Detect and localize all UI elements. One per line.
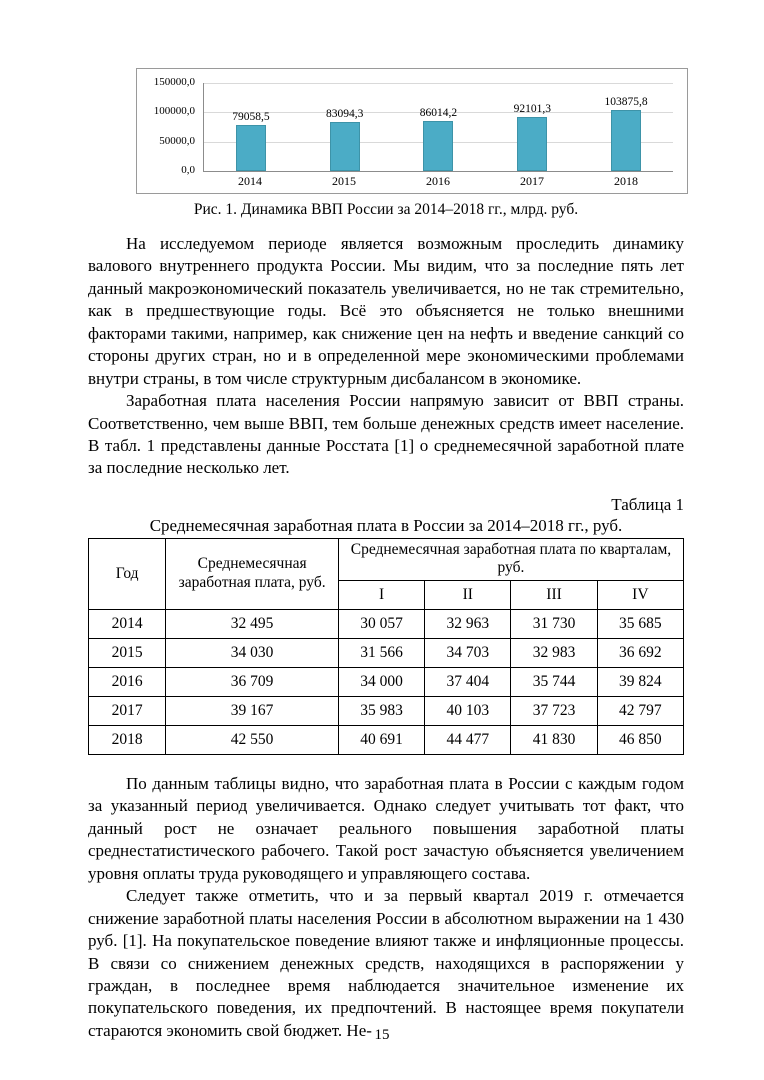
table-cell: 2015 bbox=[89, 639, 166, 668]
table-cell: 34 030 bbox=[166, 639, 339, 668]
table-row bbox=[89, 610, 684, 639]
bar-value-label: 86014,2 bbox=[419, 106, 458, 119]
x-axis-label: 2017 bbox=[520, 174, 544, 188]
table-cell: 35 983 bbox=[338, 697, 424, 726]
x-axis-label: 2016 bbox=[426, 174, 450, 188]
table-cell: 44 477 bbox=[425, 726, 511, 755]
bar-2014 bbox=[236, 125, 266, 171]
x-axis bbox=[203, 174, 673, 189]
table-cell: 34 703 bbox=[425, 639, 511, 668]
table-cell: 35 685 bbox=[597, 610, 683, 639]
bar-2018 bbox=[611, 110, 641, 171]
paragraph-consumer-behavior: Следует также отметить, что и за первый квартал 2019 г. отмечается снижение заработной платы населения России в абсолютном выражении на 1 430 руб. [1]. На покупательское поведение влияют также и инфляционные процессы. В связи со снижением денежных средств, находящихся в распоряжении у граждан, в последнее время наблюдается значительное изменение их покупательского поведения, их предпочтений. В настоящее время покупатели стараются экономить свой бюджет. Не- bbox=[88, 886, 684, 1040]
table-cell: 37 723 bbox=[511, 697, 597, 726]
figure-caption: Рис. 1. Динамика ВВП России за 2014–2018 гг., млрд. руб. bbox=[193, 201, 579, 218]
table-cell: 2017 bbox=[89, 697, 166, 726]
bar-value-label: 103875,8 bbox=[604, 96, 648, 109]
page-number: 15 bbox=[374, 1027, 390, 1043]
table-row bbox=[89, 697, 684, 726]
header-quarter: III bbox=[511, 581, 597, 610]
table-cell: 35 744 bbox=[511, 668, 597, 697]
bar-group bbox=[392, 83, 486, 171]
table-cell: 42 550 bbox=[166, 726, 339, 755]
table-cell: 2016 bbox=[89, 668, 166, 697]
table-cell: 39 824 bbox=[597, 668, 683, 697]
bar-2017 bbox=[517, 117, 547, 171]
table-cell: 42 797 bbox=[597, 697, 683, 726]
table-title: Среднемесячная заработная плата в России за 2014–2018 гг., руб. bbox=[149, 515, 623, 535]
bar-value-label: 79058,5 bbox=[232, 110, 270, 123]
bar-2015 bbox=[330, 122, 360, 171]
header-quarter: II bbox=[425, 581, 511, 610]
bar-value-label: 83094,3 bbox=[326, 108, 364, 121]
table-cell: 32 963 bbox=[425, 610, 511, 639]
table-cell: 2018 bbox=[89, 726, 166, 755]
y-axis-tick: 150000,0 bbox=[153, 76, 195, 88]
bar-series bbox=[204, 83, 673, 171]
y-axis-tick: 0,0 bbox=[181, 164, 195, 176]
y-axis-tick: 50000,0 bbox=[159, 134, 195, 147]
header-avg-salary: Среднемесячная заработная плата, руб. bbox=[166, 538, 339, 609]
bar-group bbox=[485, 83, 579, 171]
paragraph-salary-intro: Заработная плата населения России напрямую зависит от ВВП страны. Соответственно, чем выше ВВП, тем больше денежных средств имеет население. В табл. 1 представлены данные Росстата [1] о среднемесячной заработной плате за последние несколько лет. bbox=[88, 391, 684, 478]
bar-value-label: 92101,3 bbox=[513, 102, 551, 115]
table-cell: 2014 bbox=[89, 610, 166, 639]
table-cell: 39 167 bbox=[166, 697, 339, 726]
x-axis-label: 2018 bbox=[614, 174, 638, 188]
table-cell: 41 830 bbox=[511, 726, 597, 755]
table-cell: 34 000 bbox=[338, 668, 424, 697]
x-axis-label: 2014 bbox=[238, 174, 262, 188]
table-cell: 40 691 bbox=[338, 726, 424, 755]
table-row bbox=[89, 639, 684, 668]
table-row bbox=[89, 726, 684, 755]
y-axis bbox=[141, 76, 199, 176]
table-cell: 40 103 bbox=[425, 697, 511, 726]
header-quarter: IV bbox=[597, 581, 683, 610]
table-label: Таблица 1 bbox=[611, 494, 684, 514]
table-cell: 31 730 bbox=[511, 610, 597, 639]
table-cell: 46 850 bbox=[597, 726, 683, 755]
table-cell: 32 495 bbox=[166, 610, 339, 639]
table-cell: 31 566 bbox=[338, 639, 424, 668]
header-quarter: I bbox=[338, 581, 424, 610]
paragraph-gdp: На исследуемом периоде является возможным проследить динамику валового внутреннего продукта России. Мы видим, что за последние пять лет данный макроэкономический показатель увеличивается, но не так стремительно, как в предшествующие годы. Всё это объясняется не только внешними факторами такими, например, как снижение цен на нефть и введение санкций со стороны других стран, но и в определенной мере экономическими проблемами внутри страны, в том числе структурным дисбалансом в экономике. bbox=[88, 234, 684, 388]
bar-group bbox=[204, 83, 298, 171]
chart-frame bbox=[141, 77, 679, 189]
salary-table bbox=[88, 538, 684, 755]
y-axis-tick: 100000,0 bbox=[153, 105, 195, 118]
table-cell: 32 983 bbox=[511, 639, 597, 668]
table-cell: 30 057 bbox=[338, 610, 424, 639]
chart-plot-area bbox=[203, 83, 673, 172]
bar-group bbox=[579, 83, 673, 171]
bar-group bbox=[298, 83, 392, 171]
table-cell: 37 404 bbox=[425, 668, 511, 697]
bar-2016 bbox=[423, 121, 453, 171]
header-year: Год bbox=[89, 538, 166, 609]
gdp-bar-chart bbox=[136, 68, 688, 194]
paragraph-table-analysis: По данным таблицы видно, что заработная плата в России с каждым годом за указанный период увеличивается. Однако следует учитывать тот факт, что данный рост не означает реального повышения заработной платы среднестатистического рабочего. Такой рост зачастую объясняется увеличением уровня оплаты труда руководящего и управляющего состава. bbox=[88, 774, 684, 883]
table-row bbox=[89, 668, 684, 697]
header-quarters-group: Среднемесячная заработная плата по кварталам, руб. bbox=[338, 538, 683, 580]
table-body bbox=[89, 610, 684, 755]
x-axis-label: 2015 bbox=[332, 174, 356, 188]
table-cell: 36 709 bbox=[166, 668, 339, 697]
table-cell: 36 692 bbox=[597, 639, 683, 668]
